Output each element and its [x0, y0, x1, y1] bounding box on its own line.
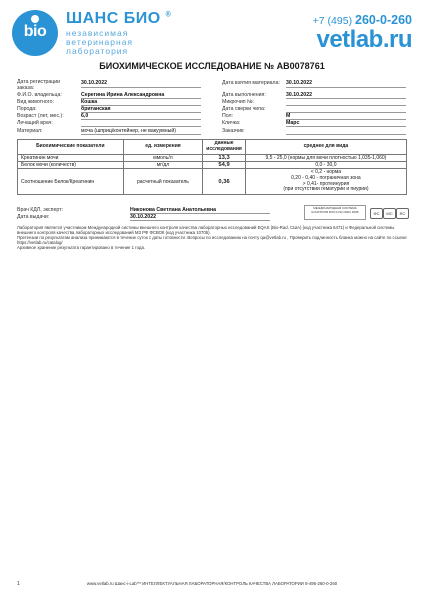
- sample-date-value: 30.10.2022: [286, 80, 312, 86]
- chip-check-label: Дата сверки чипа:: [222, 106, 266, 112]
- expert-label: Врач КДЛ, эксперт:: [17, 207, 63, 213]
- field-divider: [286, 105, 406, 106]
- certification-mark-icon: ФС: [370, 208, 383, 219]
- parameter-name: Белок мочи (количеств): [18, 162, 124, 169]
- age-label: Возраст (лет, мес.):: [17, 113, 64, 119]
- reg-date-value: 30.10.2022: [81, 80, 107, 86]
- sample-date-label: Дата взятия материала:: [222, 80, 280, 86]
- field-divider: [286, 87, 406, 88]
- doctor-label: Лечащий врач:: [17, 120, 53, 126]
- sex-value: М: [286, 113, 291, 119]
- done-date-value: 30.10.2022: [286, 92, 312, 98]
- nickname-label: Кличка:: [222, 120, 241, 126]
- species-value: Кошка: [81, 99, 98, 105]
- page-number: 1: [17, 581, 20, 587]
- bio-logo-icon: [12, 10, 58, 56]
- parameter-reference: 0,0 - 30,0: [245, 162, 406, 169]
- phone-number[interactable]: +7 (495) 260-0-260: [312, 13, 412, 27]
- material-label: Материал:: [17, 128, 43, 134]
- done-date-label: Дата выполнения:: [222, 92, 266, 98]
- field-divider: [81, 98, 201, 99]
- owner-label: Ф.И.О. владельца:: [17, 92, 62, 98]
- sex-label: Пол:: [222, 113, 233, 119]
- col-header-parameter: Биохимические показатели: [18, 140, 124, 155]
- report-title: БИОХИМИЧЕСКОЕ ИССЛЕДОВАНИЕ № AB0078761: [99, 61, 325, 71]
- quality-stamp: МЕЖДУНАРОДНАЯ СИСТЕМА КОНТРОЛЯ ROCS ISO 9001 2008: [304, 205, 366, 220]
- field-divider: [130, 220, 270, 221]
- species-label: Вид животного:: [17, 99, 54, 105]
- field-divider: [81, 112, 201, 113]
- breed-value: британская: [81, 106, 111, 112]
- table-row: [18, 169, 407, 195]
- owner-value: Серегина Ирина Александровна: [81, 92, 165, 98]
- customer-label: Заказчик:: [222, 128, 245, 134]
- parameter-reference: 9,5 - 25,0 (нормы для мочи плотностью 1,035-1,060): [245, 155, 406, 162]
- age-value: 6,0: [81, 113, 89, 119]
- field-divider: [81, 134, 201, 135]
- field-divider: [286, 98, 406, 99]
- expert-value: Никонова Светлана Анатольевна: [130, 207, 217, 213]
- parameter-value: 13,3: [203, 155, 246, 162]
- field-divider: [81, 126, 201, 127]
- parameter-unit: расчетный показатель: [123, 169, 203, 195]
- page-footer: www.vetlab.ru Шанс-i-Lab™ ИНТЕЛЛЕКТУАЛЬНАЯ ЛАБОРАТОРНАЯ/КОНТРОЛЬ КАЧЕСТВА ЛАБОРАТОРИИ 8-495-260-0-260: [86, 581, 338, 586]
- field-divider: [81, 87, 201, 88]
- note-paragraph: Претензии по результатам анализа принимаются в течение суток с даты готовности .Вопросы по исследованию на почту qa@vetlab.ru , Проверить подлинность бланка можно на сайте по ссылке https://vetlab.ru/catalog/: [17, 235, 407, 246]
- certification-mark-icon: МС: [383, 208, 396, 219]
- parameter-value: 0,36: [203, 169, 246, 195]
- table-header-row: [18, 140, 407, 155]
- col-header-reference: среднее для вида: [245, 140, 406, 155]
- field-divider: [286, 119, 406, 120]
- note-paragraph: Лаборатория является участником Международной системы внешнего контроля качества лабораторных исследований EQAS (Bio-Rad, США) (код участника 6471) и Федеральной системы внешнего контроля качества лабораторных исследований МЗ РФ ФСВОК (код участника 10705).: [17, 225, 395, 236]
- col-header-unit: ед. измерения: [123, 140, 203, 155]
- field-divider: [130, 213, 270, 214]
- parameter-name: Креатинин мочи: [18, 155, 124, 162]
- logo-text: bio: [23, 23, 47, 40]
- field-divider: [81, 119, 201, 120]
- table-row: [18, 155, 407, 162]
- field-divider: [81, 105, 201, 106]
- col-header-value: данные исследования: [203, 140, 246, 155]
- certification-mark-icon: RC: [396, 208, 409, 219]
- report-notes: [17, 225, 409, 250]
- site-link[interactable]: vetlab.ru: [316, 26, 412, 53]
- parameter-unit: мг/дл: [123, 162, 203, 169]
- table-row: [18, 162, 407, 169]
- breed-label: Порода:: [17, 106, 37, 112]
- parameter-value: 54,9: [203, 162, 246, 169]
- chip-label: Микрочип №:: [222, 99, 255, 105]
- reg-date-label: Дата регистрации заказа:: [17, 79, 60, 91]
- parameter-name: Соотношение Белок/Креатинин: [18, 169, 124, 195]
- field-divider: [286, 112, 406, 113]
- field-divider: [286, 134, 406, 135]
- parameter-reference: < 0,2 - норма 0,20 - 0,40 - пограничная зона > 0,41- протеинурия (при отсутствии гематурии и пиурии): [245, 169, 406, 195]
- note-paragraph: Архивное хранение результата гарантировано в течение 1 года.: [17, 245, 146, 251]
- brand-name: ШАНС БИО ®: [66, 10, 172, 27]
- brand-tagline: независимая ветеринарная лаборатория: [66, 28, 134, 56]
- issue-date-value: 30.10.2022: [130, 214, 156, 220]
- field-divider: [286, 126, 406, 127]
- material-value: моча (шприц/контейнер, не вакуумный): [81, 128, 176, 134]
- registered-mark: ®: [165, 11, 172, 19]
- parameter-unit: ммоль/л: [123, 155, 203, 162]
- nickname-value: Марс: [286, 120, 300, 126]
- issue-date-label: Дата выдачи:: [17, 214, 50, 220]
- results-table: [17, 139, 407, 195]
